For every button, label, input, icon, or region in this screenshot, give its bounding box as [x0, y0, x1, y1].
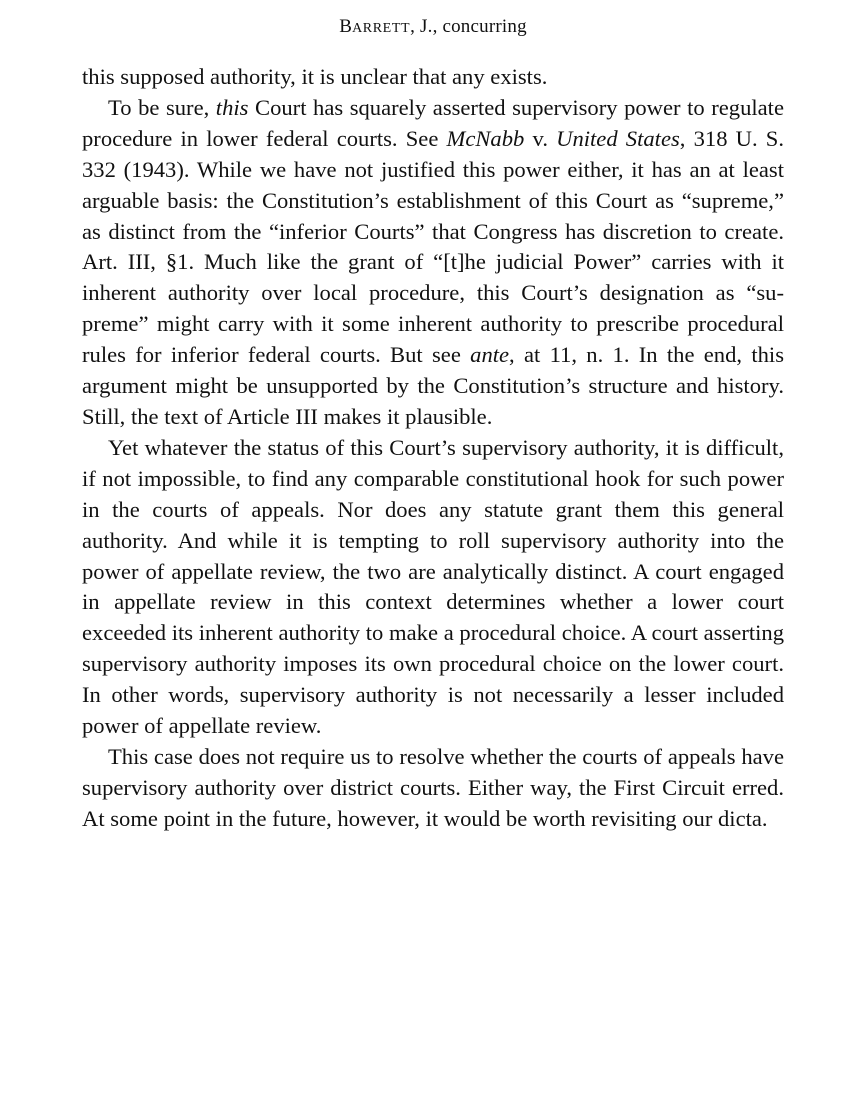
- text-segment: This case does not require us to resolve whether the courts of appeals have supervisory authority over district courts. Either way, the First Circuit erred. At some point in the future, however, it would be worth revisiting our dicta.: [82, 743, 784, 831]
- italic-text-segment: United States: [556, 125, 680, 151]
- italic-text-segment: ante: [470, 342, 510, 368]
- paragraph-conclusion: [82, 742, 784, 835]
- header-author-rest: ARRETT: [352, 21, 411, 36]
- running-header: [82, 14, 784, 40]
- text-segment: v.: [524, 125, 557, 151]
- text-segment: , at 11, n. 1. In the end, this argument might be unsupported by the Constitution’s structure and history. Still, the text of Article III makes it plausible.: [82, 342, 784, 429]
- italic-text-segment: this: [215, 94, 249, 120]
- paragraph-courts-of-appeals: [82, 433, 784, 742]
- text-segment: , 318 U. S. 332 (1943). While we have not justified this power either, it has an at least arguable basis: the Constitution’s establishment of this Court as “supreme,” as distinct from the “inferior Courts” that Congress has discretion to create. Art. III, §1. Much like the grant of “[t]he judicial Power” carries with it inherent authority over local procedure, this Court’s designation as “supreme” might carry with it some inherent authority to prescribe procedural rules for inferior federal courts. But see: [82, 125, 784, 368]
- italic-text-segment: McNabb: [446, 125, 525, 151]
- text-segment: To be sure,: [108, 94, 216, 120]
- header-suffix: , J., concurring: [410, 16, 527, 37]
- opinion-body: [82, 62, 784, 835]
- paragraph-supervisory-power: [82, 93, 784, 433]
- header-author-initial: B: [339, 16, 353, 37]
- paragraph-continuation: [82, 62, 784, 93]
- text-segment: Yet whatever the status of this Court’s supervisory authority, it is difficult, if not impossible, to find any comparable constitutional hook for such power in the courts of appeals. Nor does any statute grant them this general authority. And while it is tempting to roll supervisory authority into the power of appellate review, the two are analytically distinct. A court engaged in appellate review in this context determines whether a lower court exceeded its inherent authority to make a procedural choice. A court asserting supervisory authority imposes its own procedural choice on the lower court. In other words, supervisory authority is not necessarily a lesser included power of appellate review.: [82, 434, 784, 739]
- document-page: [82, 14, 784, 835]
- text-segment: Court has squarely asserted supervisory power to regulate procedure in lower federal courts. See: [82, 94, 784, 151]
- text-segment: this supposed authority, it is unclear that any exists.: [82, 64, 548, 89]
